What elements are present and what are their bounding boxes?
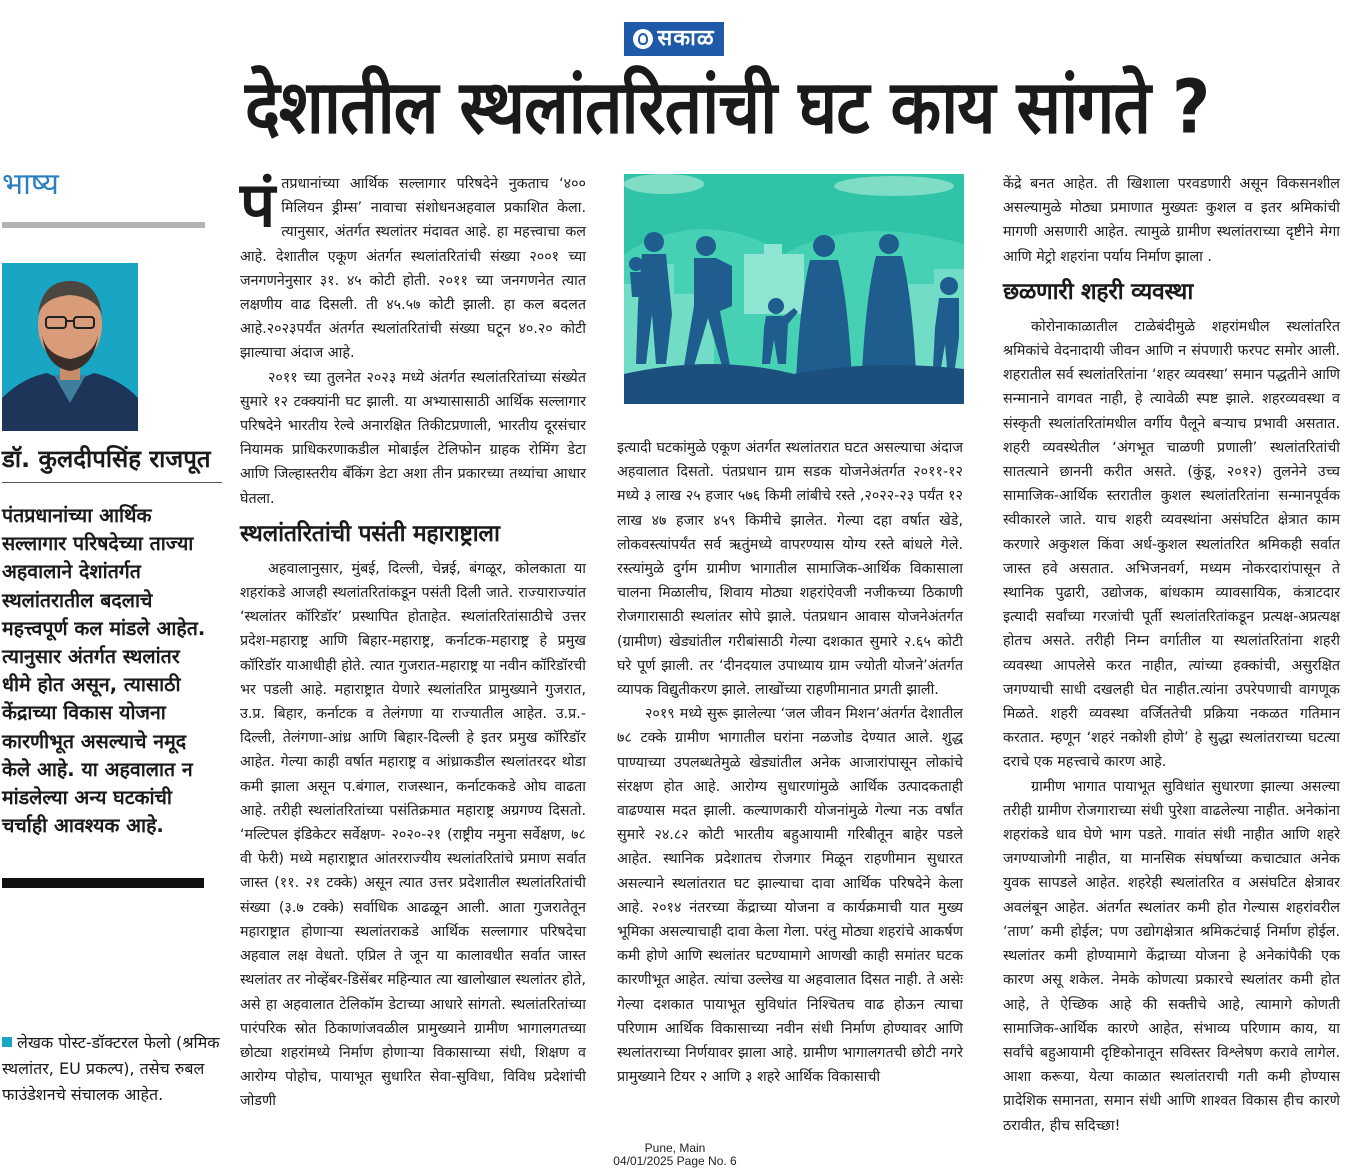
page-footer [600, 1142, 750, 1168]
section-divider [2, 222, 205, 228]
author-sidebar [0, 167, 220, 1104]
edition-label: Pune, Main [644, 1141, 706, 1155]
migrants-illustration [624, 174, 964, 404]
paragraph: २०१९ मध्ये सुरू झालेल्या ‘जल जीवन मिशन’अंतर्गत देशातील ७८ टक्के ग्रामीण भागातील घरांना नळजोड देण्यात आले. शुद्ध पाण्याच्या उपलब्धतेमुळे खेड्यांतील अनेक आजारांपासून लोकांचे संरक्षण होत आहे. आरोग्य सुधारणांमुळे आर्थिक उत्पादकताही वाढण्यास मदत झाली. कल्याणकारी योजनांमुळे गेल्या नऊ वर्षांत सुमारे २४.८२ कोटी भारतीय बहुआयामी गरिबीतून बाहेर पडले आहेत. स्थानिक प्रदेशातच रोजगार मिळून राहणीमान सुधारत असल्याने स्थलांतरात घट झाल्याचा दावा आर्थिक परिषदेने केला आहे. २०१४ नंतरच्या केंद्राच्या योजना व कार्यक्रमाची यात मुख्य भूमिका असल्याचाही दावा केला गेला. परंतु मोठ्या शहरांचे आकर्षण कमी होणे आणि स्थलांतर घटण्यामागे आणखी काही समांतर घटक कारणीभूत आहेत. त्यांचा उल्लेख या अहवालात दिसत नाही. ते असेः गेल्या दशकात पायाभूत सुविधांत निश्चितच वाढ होऊन त्याचा परिणाम आर्थिक विकासाच्या नवीन संधी निर्माण होण्यावर आणि स्थलांतराच्या निर्णयावर झाला आहे. ग्रामीण भागालगतची छोटी नगरे प्रामुख्याने टियर २ आणि ३ शहरे आर्थिक विकासाची [617, 706, 963, 1086]
date-page-label: 04/01/2025 Page No. 6 [613, 1154, 737, 1168]
author-divider [2, 482, 222, 483]
author-portrait-icon [2, 263, 138, 431]
article-column-1 [240, 168, 586, 1114]
paragraph: इत्यादी घटकांमुळे एकूण अंतर्गत स्थलांतरात घटत असल्याचा अंदाज अहवालात दिसतो. पंतप्रधान ग्राम सडक योजनेअंतर्गत २०११-१२ मध्ये ३ लाख २५ हजार ५७६ किमी लांबीचे रस्ते ,२०२२-२३ पर्यंत १२ लाख ४७ हजार ४५९ किमीचे झालेत. गेल्या दहा वर्षात खेडे, लोकवस्त्यांपर्यंत सर्व ऋतुंमध्ये वापरण्यास योग्य रस्ते बांधले गेले. रस्त्यांमुळे दुर्गम ग्रामीण भागातील सामाजिक-आर्थिक विकासाला चालना मिळालीच, शिवाय मोठ्या शहरांऐवजी नजीकच्या ठिकाणी रोजगारासाठी स्थलांतर सोपे झाले. पंतप्रधान आवास योजनेअंतर्गत (ग्रामीण) खेड्यांतील गरीबांसाठी गेल्या दशकात सुमारे २.६५ कोटी घरे पूर्ण झाली. तर ‘दीनदयाल उपाध्याय ग्राम ज्योती योजने’अंतर्गत व्यापक विद्युतीकरण झाले. लाखोंच्या राहणीमानात प्रगती झाली. [617, 440, 963, 699]
paragraph: २०११ च्या तुलनेत २०२३ मध्ये अंतर्गत स्थलांतरितांच्या संख्येत सुमारे १२ टक्क्यांनी घट झाली. या अभ्यासासाठी आर्थिक सल्लागार परिषदेने भारतीय रेल्वे अनारक्षित तिकीटप्रणाली, भारतीय दूरसंचार नियामक प्राधिकरणाकडील मोबाईल टेलिफोन ग्राहक रोमिंग डेटा आणि जिल्हास्तरीय बँकिंग डेटा अशा तीन प्रकारच्या तथ्यांचा आधार घेतला. [240, 369, 586, 507]
author-photo [2, 263, 138, 431]
summary-divider [2, 878, 204, 888]
author-note [2, 1030, 222, 1108]
subheading: छळणारी शहरी व्यवस्था [1003, 278, 1194, 305]
migrant-family-silhouette-icon [624, 174, 964, 404]
author-name: डॉ. कुलदीपसिंह राजपूत [2, 445, 211, 473]
paragraph: कोरोनाकाळातील टाळेबंदीमुळे शहरांमधील स्थलांतरित श्रमिकांचे वेदनादायी जीवन आणि न संपणारी फरपट समोर आली. शहरातील सर्व स्थलांतरितांना ‘शहर व्यवस्था’ समान पद्धतीने आणि सन्मानाने वागवत नाही, हे त्यावेळी स्पष्ट झाले. शहरव्यवस्था व संस्कृती स्थलांतरितांमधील वर्गीय पैलूने बऱ्याच प्रभावी असतात. शहरी व्यवस्थेतील ‘अंगभूत चाळणी प्रणाली’ स्थलांतरितांची सातत्याने छाननी करीत असते. (कुंडू, २०१२) तुलनेने उच्च सामाजिक-आर्थिक स्तरातील कुशल स्थलांतरितांना सन्मानपूर्वक स्वीकारले जाते. याच शहरी व्यवस्थांना असंघटित क्षेत्रात काम करणारे अकुशल किंवा अर्ध-कुशल स्थलांतरित श्रमिकही सर्वात जास्त हवे असतात. अभिजनवर्ग, मध्यम नोकरदारांपासून ते स्थानिक पुढारी, उद्योजक, बांधकाम व्यावसायिक, कंत्राटदार इत्यादी सर्वांच्या गरजांची पूर्ती स्थलांतरितांकडून प्रत्यक्ष-अप्रत्यक्ष होतच असते. तरीही निम्न वर्गातील या स्थलांतरितांना शहरी व्यवस्था आपलेसे करत नाहीत, त्यांच्या हक्कांची, असुरक्षित जगण्याची साधी दखलही घेत नाहीत.त्यांना उपरेपणाची वागणूक मिळते. शहरी व्यवस्था वर्जिततेची प्रक्रिया नकळत गतिमान करतात. म्हणून ‘शहरं नकोशी होणे’ हे सुद्धा स्थलांतराच्या घटत्या दराचे एक महत्त्वाचे कारण आहे. [1003, 318, 1340, 771]
article-column-3 [1003, 172, 1340, 1138]
masthead-logo [624, 22, 724, 56]
brand-name: सकाळ [657, 26, 715, 51]
drop-cap: पं [240, 168, 276, 241]
paragraph: तप्रधानांच्या आर्थिक सल्लागार परिषदेने नुकताच ‘४०० मिलियन ड्रीम्स’ नावाचा संशोधनअहवाल प्रकाशित केला. त्यानुसार, अंतर्गत स्थलांतर मंदावत आहे. हा महत्त्वाचा कल आहे. देशातील एकूण अंतर्गत स्थलांतरितांची संख्या २००१ च्या जनगणनेनुसार ३१. ४५ कोटी होती. २०११ च्या जनगणनेत त्यात लक्षणीय वाढ दिसली. ती ४५.५७ कोटी झाली. हा कल बदलत आहे.२०२३पर्यंत अंतर्गत स्थलांतरितांची संख्या घटून ४०.२० कोटी झाल्याचा अंदाज आहे. [240, 176, 586, 362]
sakal-logo-icon [633, 29, 653, 49]
paragraph: ग्रामीण भागात पायाभूत सुविधांत सुधारणा झाल्या असल्या तरीही ग्रामीण रोजगाराच्या संधी पुरेशा वाढलेल्या नाहीत. अनेकांना शहरांकडे धाव घेणे भाग पडते. गावांत संधी नाहीत आणि शहरे जगण्याजोगी नाहीत, या मानसिक संघर्षाच्या कचाट्यात अनेक युवक सापडले आहेत. शहरेही स्थलांतरित व असंघटित क्षेत्रावर अवलंबून आहेत. अंतर्गत स्थलांतर कमी होत गेल्यास शहरांवरील ‘ताण’ कमी होईल; पण उद्योगक्षेत्रात श्रमिकटंचाई निर्माण होईल. स्थलांतर कमी होण्यामागे केंद्राच्या योजना हे अनेकांपैकी एक कारण असू शकेल. नेमके कोणत्या प्रकारचे स्थलांतर कमी होत आहे, ते ऐच्छिक आहे की सक्तीचे आहे, त्यामागे कोणती सामाजिक-आर्थिक कारणे आहेत, संभाव्य परिणाम काय, या सर्वांचे बहुआयामी दृष्टिकोनातून सविस्तर विश्लेषण करावे लागेल. आशा करूया, येत्या काळात स्थलांतराची गती कमी होण्यास प्रादेशिक समानता, समान संधी आणि शाश्वत विकास हीच कारणे ठरावीत, हीच सदिच्छा! [1003, 778, 1340, 1134]
article-headline: देशातील स्थलांतरितांची घट काय सांगते ? [245, 64, 1210, 151]
paragraph: अहवालानुसार, मुंबई, दिल्ली, चेन्नई, बंगळूर, कोलकाता या शहरांकडे आजही स्थलांतरितांकडून पसंती दिली जाते. राज्याराज्यांत ‘स्थलांतर कॉरिडॉर’ प्रस्थापित होताहेत. स्थलांतरितांसाठीचे उत्तर प्रदेश-महाराष्ट्र आणि बिहार-महाराष्ट्र, कर्नाटक-महाराष्ट्र हे प्रमुख कॉरिडॉर याआधीही होते. त्यात गुजरात-महाराष्ट्र या नवीन कॉरिडॉरची भर पडली आहे. महाराष्ट्रात येणारे स्थलांतरित प्रामुख्याने गुजरात, उ.प्र. बिहार, कर्नाटक व तेलंगणा या राज्यातील आहेत. उ.प्र.-दिल्ली, तेलंगणा-आंध्र आणि बिहार-दिल्ली हे इतर प्रमुख कॉरिडॉर आहेत. गेल्या काही वर्षात महाराष्ट्र व आंध्राकडील स्थलांतरदर थोडा कमी झाला असून प.बंगाल, राजस्थान, कर्नाटककडे ओघ वाढता आहे. तरीही स्थलांतरितांच्या पसंतिक्रमात महाराष्ट्र अग्रगण्य दिसतो. ‘मल्टिपल इंडिकेटर सर्वेक्षण- २०२०-२१ (राष्ट्रीय नमुना सर्वेक्षण, ७८ वी फेरी) मध्ये महाराष्ट्रात आंतरराज्यीय स्थलांतरितांचे प्रमाण सर्वात जास्त (११. २१ टक्के) असून त्यात उत्तर प्रदेशातील स्थलांतरितांची संख्या (३.७ टक्के) सर्वाधिक आढळून आली. आता गुजरातेतून महाराष्ट्रात होणाऱ्या स्थलांतराकडे आर्थिक सल्लागार परिषदेचा अहवाल लक्ष वेधतो. एप्रिल ते जून या कालावधीत सर्वात जास्त स्थलांतर तर नोव्हेंबर-डिसेंबर महिन्यात त्या खालोखाल स्थलांतर होते, असे हा अहवालात टेलिकॉम डेटाच्या आधारे सांगतो. स्थलांतरितांच्या पारंपरिक स्रोत ठिकाणांजवळील प्रामुख्याने ग्रामीण भागालगतच्या छोट्या शहरांमध्ये निर्माण होणाऱ्या विकासाच्या संधी, शिक्षण व आरोग्य पोहोच, पायाभूत सुधारित सेवा-सुविधा, विविध प्रदेशांची जोडणी [240, 560, 586, 1110]
subheading: स्थलांतरितांची पसंती महाराष्ट्राला [240, 520, 500, 547]
article-column-2 [617, 436, 963, 1089]
section-tag: भाष्य [2, 167, 59, 202]
article-summary: पंतप्रधानांच्या आर्थिक सल्लागार परिषदेच्या ताज्या अहवालाने देशांतर्गत स्थलांतरातील बदलाचे महत्त्वपूर्ण कल मांडले आहेत. त्यानुसार अंतर्गत स्थलांतर धीमे होत असून, त्यासाठी केंद्राच्या विकास योजना कारणीभूत असल्याचे नमूद केले आहे. या अहवालात न मांडलेल्या अन्य घटकांची चर्चाही आवश्यक आहे. [2, 504, 206, 838]
author-note-text: लेखक पोस्ट-डॉक्टरल फेलो (श्रमिक स्थलांतर, EU प्रकल्प), तसेच रुबल फाउंडेशनचे संचालक आहेत. [2, 1033, 220, 1104]
paragraph: केंद्रे बनत आहेत. ती खिशाला परवडणारी असून विकसनशील असल्यामुळे मोठ्या प्रमाणात मुख्यतः कुशल व इतर श्रमिकांची मागणी असणारी आहेत. त्यामुळे ग्रामीण स्थलांतराच्या दृष्टीने मेगा आणि मेट्रो शहरांना पर्याय निर्माण झाला . [1003, 176, 1340, 265]
bullet-square-icon [2, 1037, 12, 1047]
